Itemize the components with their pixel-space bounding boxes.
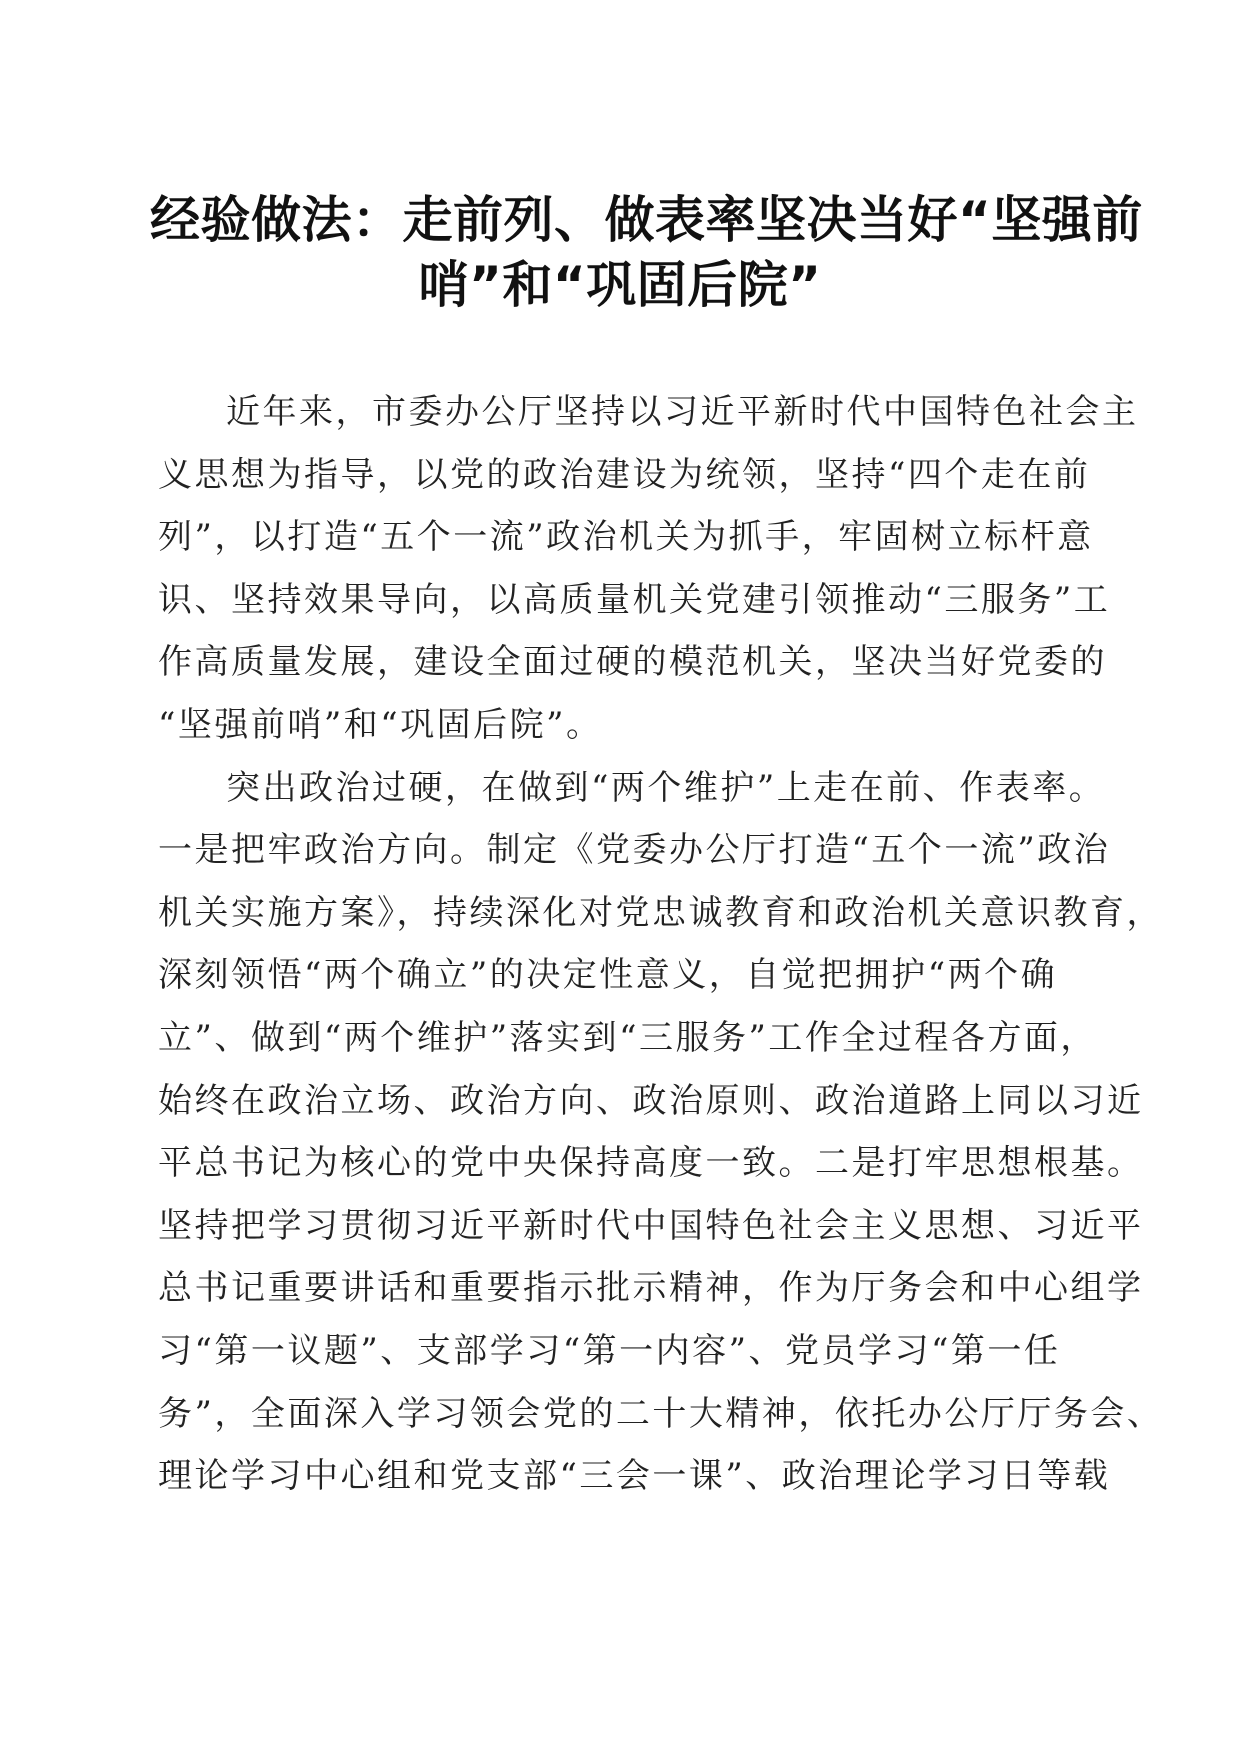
paragraph-line: 突出政治过硬，在做到“两个维护”上走在前、作表率。: [226, 767, 1106, 808]
paragraph-line: 一是把牢政治方向。制定《党委办公厅打造“五个一流”政治: [158, 830, 1111, 871]
paragraph-line: 立”、做到“两个维护”落实到“三服务”工作全过程各方面，: [158, 1017, 1097, 1058]
paragraph-line: 义思想为指导，以党的政治建设为统领，坚持“四个走在前: [158, 454, 1091, 495]
paragraph-line: 理论学习中心组和党支部“三会一课”、政治理论学习日等载: [158, 1456, 1111, 1497]
paragraph-2: [158, 757, 1164, 1508]
paragraph-line: 列”，以打造“五个一流”政治机关为抓手，牢固树立标杆意: [158, 517, 1094, 558]
paragraph-line: 机关实施方案》，持续深化对党忠诚教育和政治机关意识教育，: [158, 892, 1163, 933]
paragraph-line: 深刻领悟“两个确立”的决定性意义，自觉把拥护“两个确: [158, 955, 1058, 996]
paragraph-line: “坚强前哨”和“巩固后院”。: [158, 704, 603, 745]
paragraph-line: 识、坚持效果导向，以高质量机关党建引领推动“三服务”工: [158, 579, 1111, 620]
paragraph-line: 始终在政治立场、政治方向、政治原则、政治道路上同以习近: [158, 1080, 1144, 1121]
paragraph-line: 务”，全面深入学习领会党的二十大精神，依托办公厅厅务会、: [158, 1393, 1164, 1434]
paragraph-line: 坚持把学习贯彻习近平新时代中国特色社会主义思想、习近平: [158, 1205, 1144, 1246]
paragraph-line: 总书记重要讲话和重要指示批示精神，作为厅务会和中心组学: [158, 1268, 1144, 1309]
document-body: [158, 381, 1164, 1508]
paragraph-line: 平总书记为核心的党中央保持高度一致。二是打牢思想根基。: [158, 1143, 1144, 1184]
paragraph-line: 作高质量发展，建设全面过硬的模范机关，坚决当好党委的: [158, 642, 1107, 683]
paragraph-line: 习“第一议题”、支部学习“第一内容”、党员学习“第一任: [158, 1330, 1061, 1371]
paragraph-line: 近年来，市委办公厅坚持以习近平新时代中国特色社会主: [226, 392, 1139, 432]
paragraph-1: [158, 381, 1139, 757]
title-line-1: 经验做法：走前列、做表率坚决当好“坚强前: [150, 191, 1143, 249]
title-line-2: 哨”和“巩固后院”: [418, 256, 822, 314]
document-title: [150, 188, 1143, 318]
